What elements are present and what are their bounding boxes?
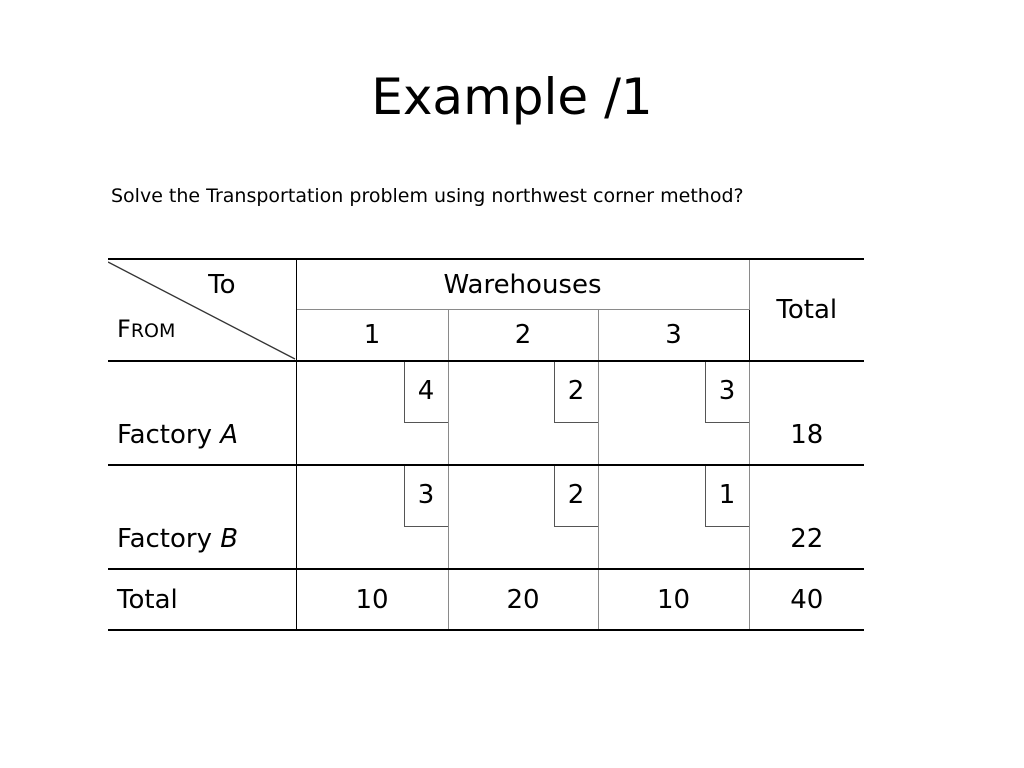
total-column-header: Total: [749, 259, 864, 361]
corner-header-cell: [108, 259, 296, 361]
cell-b-3: [598, 465, 749, 569]
cell-b-1: [296, 465, 448, 569]
cell-b-2: [448, 465, 598, 569]
table-row-total: [108, 569, 864, 630]
warehouse-3-header: 3: [598, 310, 749, 362]
supply-a: 18: [790, 420, 824, 450]
cell-a-1: [296, 361, 448, 465]
warehouse-1-header: 1: [296, 310, 448, 362]
supply-a-cell: [749, 361, 864, 465]
cell-a-2: [448, 361, 598, 465]
problem-statement: Solve the Transportation problem using northwest corner method?: [111, 185, 744, 207]
to-label: To: [208, 270, 236, 300]
table-row-factory-a: [108, 361, 864, 465]
cost-b-2: 2: [554, 466, 598, 527]
total-row-label: Total: [117, 584, 178, 615]
grand-total: 40: [749, 569, 864, 630]
factory-b-label: Factory B: [108, 465, 296, 569]
from-label: FROM: [117, 315, 176, 343]
slide-title: Example /1: [371, 68, 653, 126]
supply-b-cell: [749, 465, 864, 569]
demand-2: 20: [448, 569, 598, 630]
cost-b-1: 3: [404, 466, 448, 527]
transportation-table: [108, 258, 864, 628]
cost-a-3: 3: [705, 362, 749, 423]
warehouses-header: Warehouses: [296, 259, 749, 310]
demand-3: 10: [598, 569, 749, 630]
table-row-factory-b: [108, 465, 864, 569]
warehouse-2-header: 2: [448, 310, 598, 362]
demand-1: 10: [296, 569, 448, 630]
corner-diagonal-line: [108, 260, 296, 361]
cost-a-2: 2: [554, 362, 598, 423]
cell-a-3: [598, 361, 749, 465]
total-row-label-cell: [108, 569, 296, 630]
factory-a-label: Factory A: [108, 361, 296, 465]
cost-a-1: 4: [404, 362, 448, 423]
cost-b-3: 1: [705, 466, 749, 527]
supply-b: 22: [790, 524, 824, 554]
